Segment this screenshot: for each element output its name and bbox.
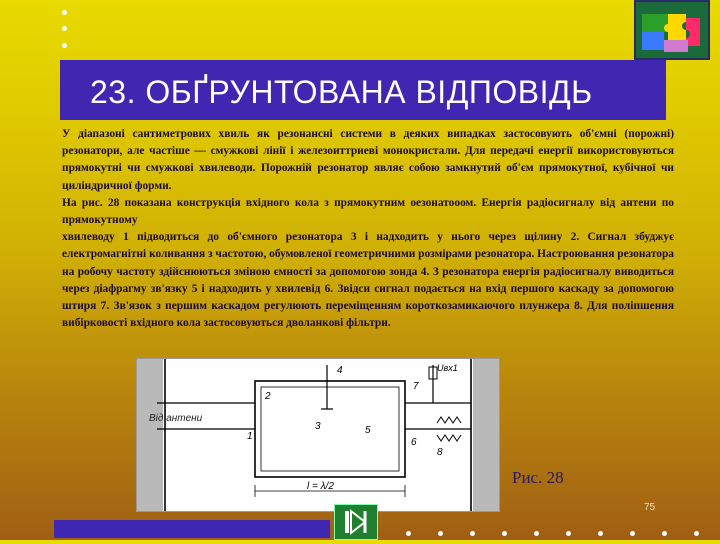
- figure-caption: Рис. 28: [512, 468, 564, 487]
- decor-dot: [502, 531, 507, 536]
- paragraph: На рис. 28 показана конструкція вхідного кола з прямокутним оезонатооом. Енергія радіосигналу від антени по прямокутному: [62, 196, 674, 227]
- decor-dot: [62, 26, 67, 31]
- part-label: 1: [247, 431, 253, 442]
- puzzle-icon: [634, 0, 710, 60]
- decor-dot: [598, 531, 603, 536]
- part-label: 6: [411, 437, 417, 448]
- decor-dot: [470, 531, 475, 536]
- body-text: [62, 126, 674, 332]
- page-number: 75: [644, 502, 656, 513]
- decor-dot: [62, 10, 67, 15]
- part-label: 8: [437, 447, 443, 458]
- page-title: 23. ОБҐРУНТОВАНА ВІДПОВІДЬ: [90, 74, 593, 110]
- figure-resonator: [136, 358, 500, 512]
- input-label: Від антени: [149, 413, 203, 424]
- paragraph: У діапазоні сантиметрових хвиль як резонансні системи в деяких випадках застосовують об'ємні (порожні) резонатори, але частіше — смужкові лінії і железоиттриеві монокристали. Для передачі енергії використовуються прямокутні чи смужкові хвилеводи. Порожній резонатор являє собою замкнутий об'єм прямокутної, кубічної чи циліндричної форми.: [62, 128, 674, 192]
- decor-dot: [566, 531, 571, 536]
- end-show-button[interactable]: [334, 504, 378, 540]
- paragraph: хвилеводу 1 підводиться до об'ємного резонатора 3 і надходить у нього через щілину 2. Сигнал збуджує електромагнітні коливання з частотою, обумовленої геометричними розмірами резонатора. Настроювання резонатора на робочу частоту здійснюються зміною ємності за допомогою зонда 4. З резонатора енергія радіосигналу виводиться через діафрагму зв'язку 5 і надходить у хвилевід 6. Звідси сигнал подається на вхід першого каскаду за допомогою штиря 7. Зв'язок з першим каскадом регулюють переміщенням короткозамикаючого плунжера 8. Для поліпшення вибірковості вхідного кола застосовуються дволанкові фільтри.: [62, 231, 674, 330]
- decor-dot: [694, 531, 699, 536]
- decor-dot: [662, 531, 667, 536]
- end-show-icon: [335, 505, 377, 539]
- bottom-bar: [54, 520, 330, 538]
- part-label: 7: [413, 381, 419, 392]
- part-label: 5: [365, 425, 371, 436]
- decor-dot: [630, 531, 635, 536]
- decor-dot: [406, 531, 411, 536]
- dimension-label: l = λ/2: [307, 481, 334, 492]
- part-label: 2: [265, 391, 271, 402]
- part-label: 3: [315, 421, 321, 432]
- decor-dot: [62, 43, 67, 48]
- part-label: 4: [337, 365, 343, 376]
- decor-dot: [438, 531, 443, 536]
- decor-dot: [534, 531, 539, 536]
- top-label: Uвх1: [437, 363, 458, 373]
